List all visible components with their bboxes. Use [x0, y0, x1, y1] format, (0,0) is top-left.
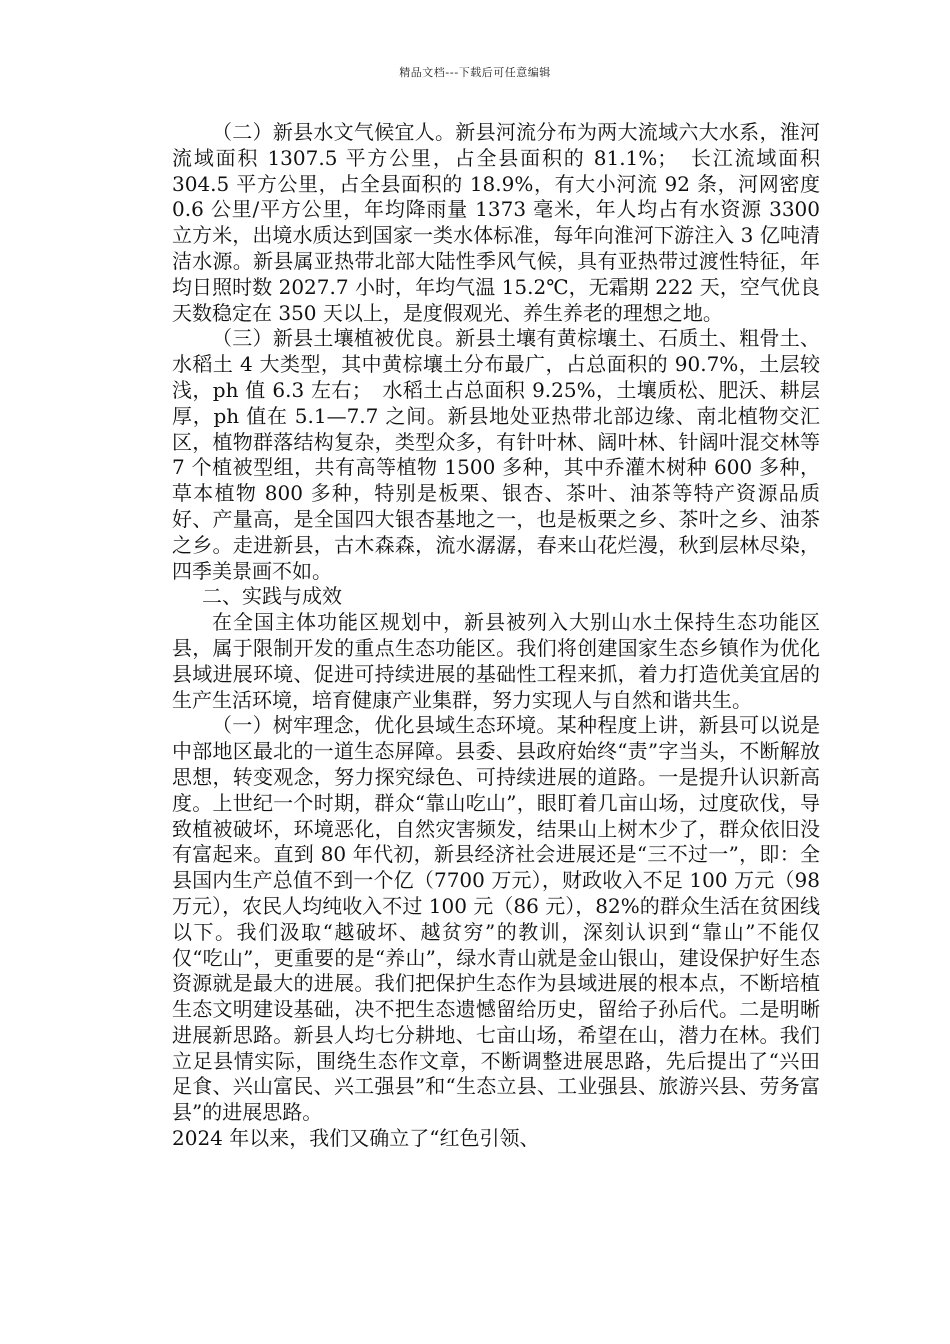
- page-header: 精品文档---下载后可任意编辑: [399, 66, 551, 79]
- paragraph-ecology-concept: （一）树牢理念，优化县域生态环境。某种程度上讲，新县可以说是中部地区最北的一道生态屏障。县委、县政府始终“责”字当头，不断解放思想，转变观念，努力探究绿色、可持续进展的道路。一是提升认识新高度。上世纪一个时期，群众“靠山吃山”，眼盯着几亩山场，过度砍伐，导致植被破坏，环境恶化，自然灾害频发，结果山上树木少了，群众依旧没有富起来。直到 80 年代初，新县经济社会进展还是“三不过一”，即：全县国内生产总值不到一个亿（7700 万元），财政收入不足 100 万元（98 万元），农民人均纯收入不过 100 元（86 元），82%的群众生活在贫困线以下。我们汲取“越破坏、越贫穷”的教训，深刻认识到“靠山”不能仅仅“吃山”，更重要的是“养山”，绿水青山就是金山银山，建设保护好生态资源就是最大的进展。我们把保护生态作为县域进展的根本点，不断培植生态文明建设基础，决不把生态遗憾留给历史，留给子孙后代。二是明晰进展新思路。新县人均七分耕地、七亩山场，希望在山，潜力在林。我们立足县情实际，围绕生态作文章，不断调整进展思路，先后提出了“兴田足食、兴山富民、兴工强县”和“生态立县、工业强县、旅游兴县、劳务富县”的进展思路。: [172, 713, 820, 1125]
- paragraph-continued-line: 2024 年以来，我们又确立了“红色引领、: [172, 1126, 540, 1151]
- section-heading: 二、实践与成效: [202, 584, 342, 609]
- paragraph-hydrology-climate: （二）新县水文气候宜人。新县河流分布为两大流域六大水系，淮河流域面积 1307.5 平方公里，占全县面积的 81.1%； 长江流域面积 304.5 平方公里，占全县面积的 18.9%，有大小河流 92 条，河网密度 0.6 公里/平方公里，年均降雨量 1373 毫米，年人均占有水资源 3300 立方米，出境水质达到国家一类水体标准，每年向淮河下游注入 3 亿吨清洁水源。新县属亚热带北部大陆性季风气候，具有亚热带过渡性特征，年均日照时数 2027.7 小时，年均气温 15.2℃，无霜期 222 天，空气优良天数稳定在 350 天以上，是度假观光、养生养老的理想之地。: [172, 120, 820, 325]
- document-body: [172, 120, 820, 1152]
- paragraph-soil-vegetation: （三）新县土壤植被优良。新县土壤有黄棕壤土、石质土、粗骨土、水稻土 4 大类型，其中黄棕壤土分布最广，占总面积的 90.7%，土层较浅，ph 值 6.3 左右； 水稻土占总面积 9.25%，土壤质松、肥沃、耕层厚，ph 值在 5.1—7.7 之间。新县地处亚热带北部边缘、南北植物交汇区，植物群落结构复杂，类型众多，有针叶林、阔叶林、针阔叶混交林等 7 个植被型组，共有高等植物 1500 多种，其中乔灌木树种 600 多种，草本植物 800 多种，特别是板栗、银杏、茶叶、油茶等特产资源品质好、产量高，是全国四大银杏基地之一，也是板栗之乡、茶叶之乡、油茶之乡。走进新县，古木森森，流水潺潺，春来山花烂漫，秋到层林尽染，四季美景画不如。: [172, 326, 820, 583]
- paragraph-function-zone: 在全国主体功能区规划中，新县被列入大别山水土保持生态功能区县，属于限制开发的重点生态功能区。我们将创建国家生态乡镇作为优化县域进展环境、促进可持续进展的基础性工程来抓，着力打造优美宜居的生产生活环境，培育健康产业集群，努力实现人与自然和谐共生。: [172, 610, 820, 712]
